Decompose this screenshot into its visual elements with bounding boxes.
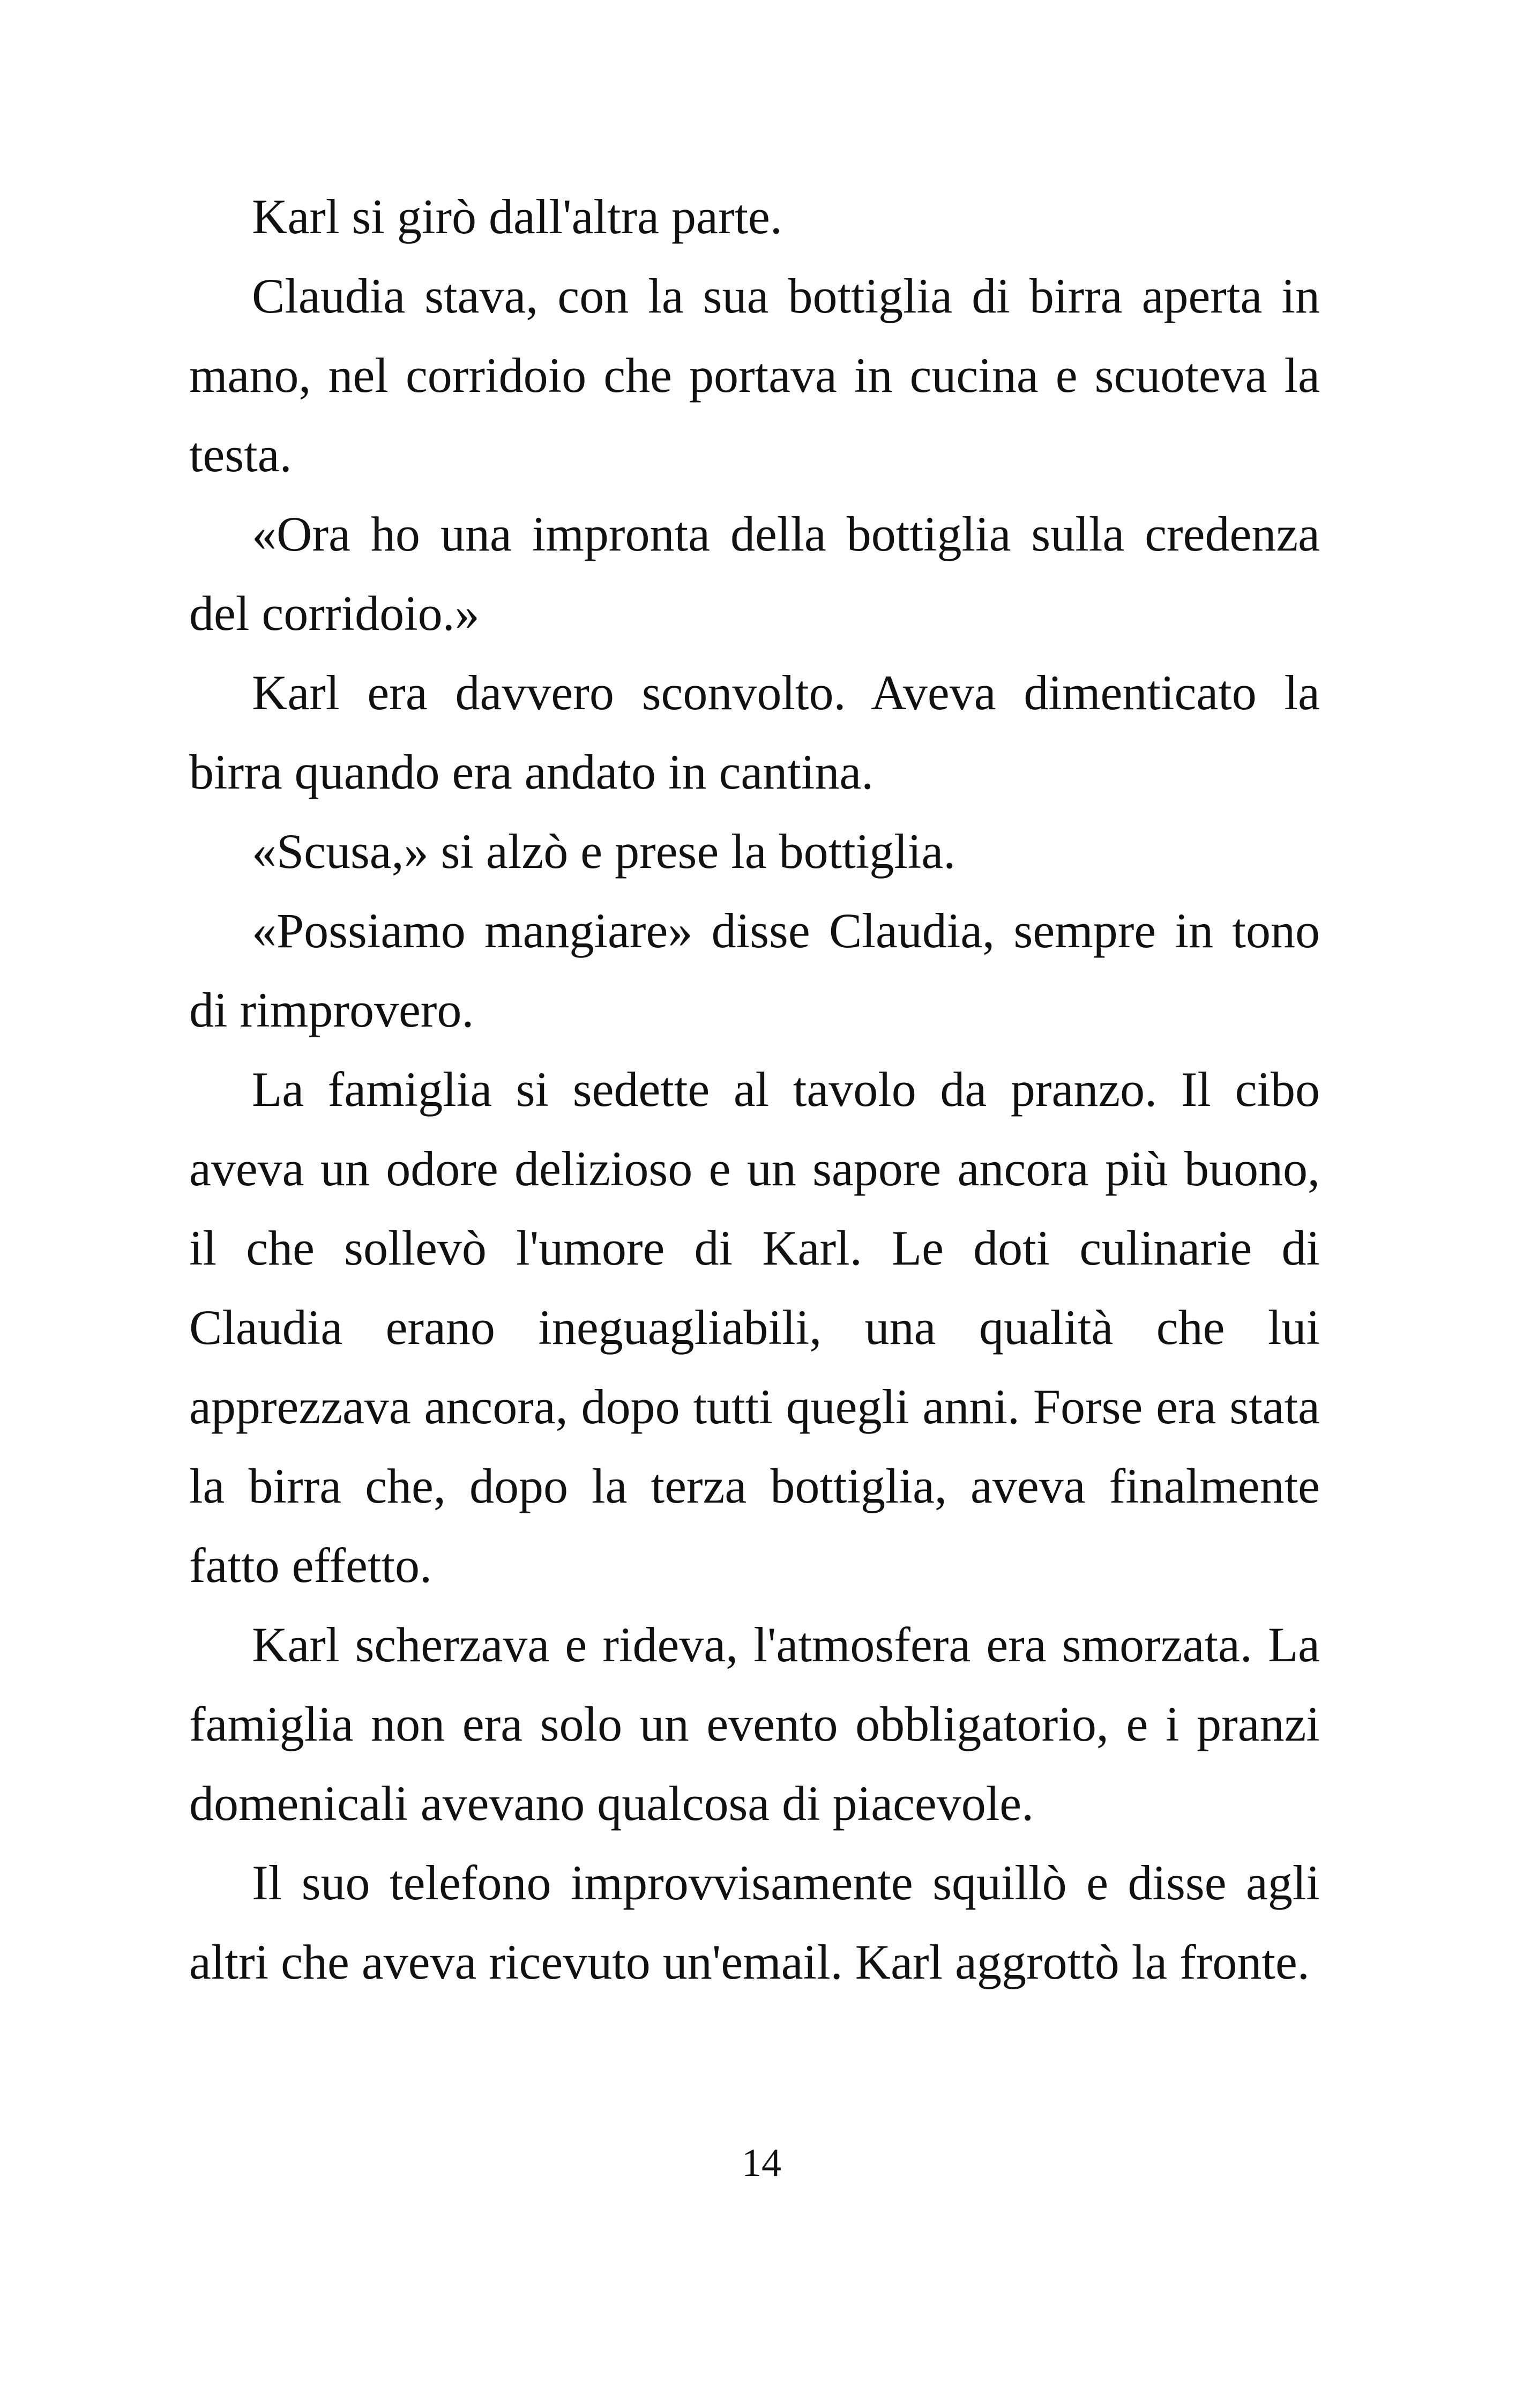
paragraph: Karl era davvero sconvolto. Aveva dimenticato la birra quando era andato in cantina. (189, 665, 1320, 799)
paragraph: «Ora ho una impronta della bottiglia sulla credenza del corridoio.» (189, 507, 1320, 641)
paragraph: «Scusa,» si alzò e prese la bottiglia. (252, 824, 956, 879)
paragraph: Il suo telefono improvvisamente squillò e disse agli altri che aveva ricevuto un'email. Karl aggrottò la fronte. (189, 1855, 1320, 1989)
paragraph: «Possiamo mangiare» disse Claudia, sempre in tono di rimprovero. (189, 903, 1320, 1037)
paragraph: Karl scherzava e rideva, l'atmosfera era smorzata. La famiglia non era solo un evento obbligatorio, e i pranzi domenicali avevano qualcosa di piacevole. (189, 1617, 1320, 1831)
paragraph: Karl si girò dall'altra parte. (252, 189, 782, 244)
paragraph: La famiglia si sedette al tavolo da pranzo. Il cibo aveva un odore delizioso e un sapore ancora più buono, il che sollevò l'umore di Karl. Le doti culinarie di Claudia erano ineguagliabili, una qualità che lui apprezzava ancora, dopo tutti quegli anni. Forse era stata la birra che, dopo la terza bottiglia, aveva finalmente fatto effetto. (189, 1062, 1320, 1593)
page-number: 14 (742, 2141, 781, 2185)
body-text (189, 177, 1320, 2002)
paragraph: Claudia stava, con la sua bottiglia di birra aperta in mano, nel corridoio che portava in cucina e scuoteva la testa. (189, 269, 1320, 482)
